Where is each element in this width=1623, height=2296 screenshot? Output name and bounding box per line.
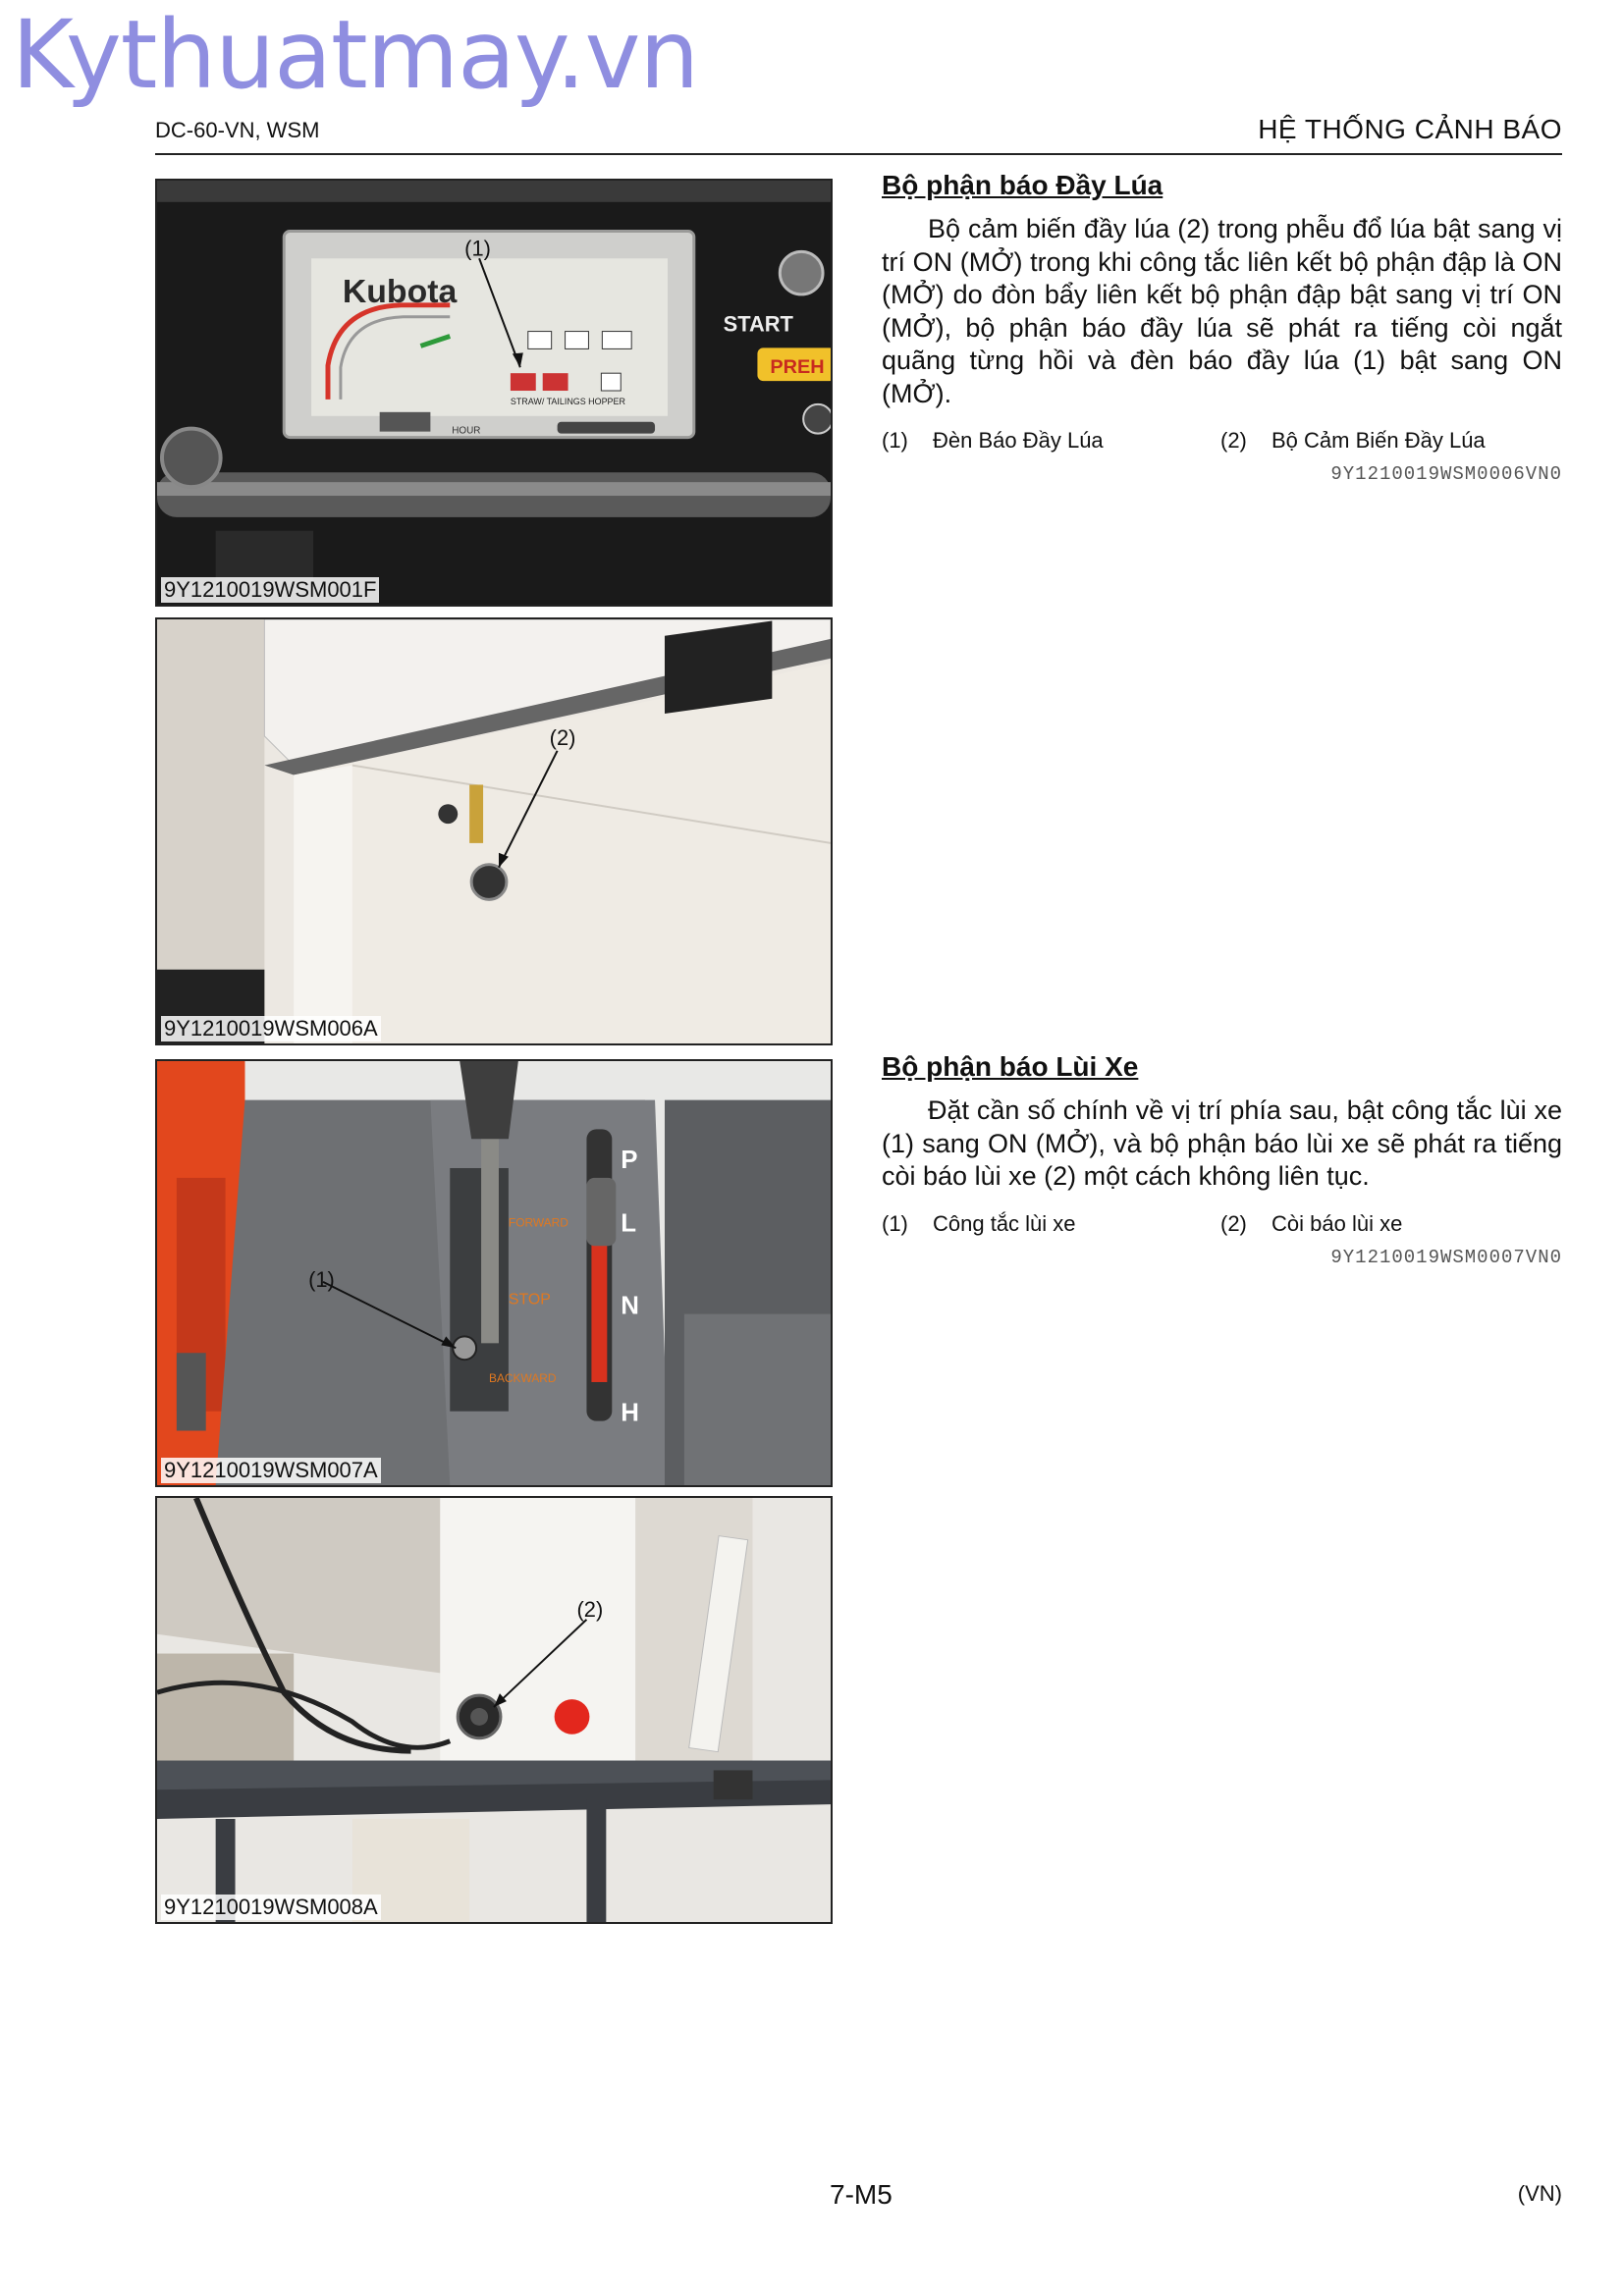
page-number: 7-M5 xyxy=(830,2179,893,2210)
legend-label: Đèn Báo Đầy Lúa xyxy=(933,428,1104,453)
callout-label: (2) xyxy=(576,1596,604,1622)
section-hopper-full-alarm xyxy=(882,170,1562,485)
section-reverse-alarm xyxy=(882,1051,1562,1268)
photo-reverse-buzzer xyxy=(155,1496,833,1924)
legend-item xyxy=(882,1211,1220,1237)
locale-tag: (VN) xyxy=(1517,2181,1562,2206)
legend-label: Bộ Cảm Biến Đầy Lúa xyxy=(1271,428,1486,453)
callout-label: (1) xyxy=(464,236,491,261)
photo-instrument-panel xyxy=(155,179,833,607)
section-title: Bộ phận báo Đầy Lúa xyxy=(882,170,1163,200)
legend-number: (2) xyxy=(1220,428,1247,453)
document-code: DC-60-VN, WSM xyxy=(155,118,320,142)
gate-label: L xyxy=(621,1209,637,1238)
legend-item xyxy=(882,428,1220,454)
hopper-label: STRAW/ TAILINGS HOPPER xyxy=(510,396,625,406)
header-rule xyxy=(155,153,1562,155)
reference-code: 9Y1210019WSM0006VN0 xyxy=(1330,463,1562,485)
photo-id: 9Y1210019WSM006A xyxy=(161,1016,381,1041)
watermark: Kythuatmay.vn xyxy=(12,0,699,110)
brand-logo: Kubota xyxy=(342,272,458,310)
photo-id: 9Y1210019WSM001F xyxy=(161,577,379,603)
lever-label: BACKWARD xyxy=(489,1370,557,1385)
gate-label: N xyxy=(621,1292,639,1320)
legend-number: (1) xyxy=(882,1210,908,1236)
hopper-sensor-illustration xyxy=(157,619,831,1043)
instrument-panel-illustration xyxy=(157,181,831,605)
preheat-label: PREH xyxy=(770,356,825,379)
reference-code: 9Y1210019WSM0007VN0 xyxy=(1330,1246,1562,1268)
photo-hopper-sensor xyxy=(155,617,833,1045)
section-body: Đặt cần số chính về vị trí phía sau, bật công tắc lùi xe (1) sang ON (MỞ), và bộ phận báo lùi xe sẽ phát ra tiếng còi báo lùi xe (2) một cách không liên tục. xyxy=(882,1095,1562,1191)
legend xyxy=(882,1211,1562,1237)
legend-item xyxy=(1220,1211,1559,1237)
section-body: Bộ cảm biến đầy lúa (2) trong phễu đổ lúa bật sang vị trí ON (MỞ) trong khi công tắc liên kết bộ phận đập là ON (MỞ) do đòn bẩy liên kết bộ phận đập bật sang vị trí ON (MỞ), bộ phận báo đầy lúa sẽ phát ra tiếng còi ngắt quãng từng hồi và đèn báo đầy lúa (1) bật sang ON (MỞ). xyxy=(882,214,1562,408)
photo-id: 9Y1210019WSM007A xyxy=(161,1458,381,1483)
legend-number: (2) xyxy=(1220,1210,1247,1236)
legend-label: Công tắc lùi xe xyxy=(933,1210,1076,1236)
lever-label: FORWARD xyxy=(508,1215,568,1230)
lever-label: STOP xyxy=(508,1291,551,1308)
photo-id: 9Y1210019WSM008A xyxy=(161,1895,381,1920)
photo-reverse-switch xyxy=(155,1059,833,1487)
legend-item xyxy=(1220,428,1559,454)
hour-label: HOUR xyxy=(452,425,481,437)
reverse-buzzer-illustration xyxy=(157,1498,831,1922)
start-label: START xyxy=(723,311,793,337)
legend-label: Còi báo lùi xe xyxy=(1271,1210,1403,1236)
callout-label: (1) xyxy=(308,1266,335,1292)
callout-label: (2) xyxy=(549,724,576,750)
chapter-title: HỆ THỐNG CẢNH BÁO xyxy=(1258,114,1562,144)
gate-label: H xyxy=(621,1399,639,1427)
gate-label: P xyxy=(621,1147,638,1174)
legend-number: (1) xyxy=(882,428,908,453)
reverse-switch-illustration xyxy=(157,1061,831,1485)
section-title: Bộ phận báo Lùi Xe xyxy=(882,1051,1139,1082)
legend xyxy=(882,428,1562,454)
